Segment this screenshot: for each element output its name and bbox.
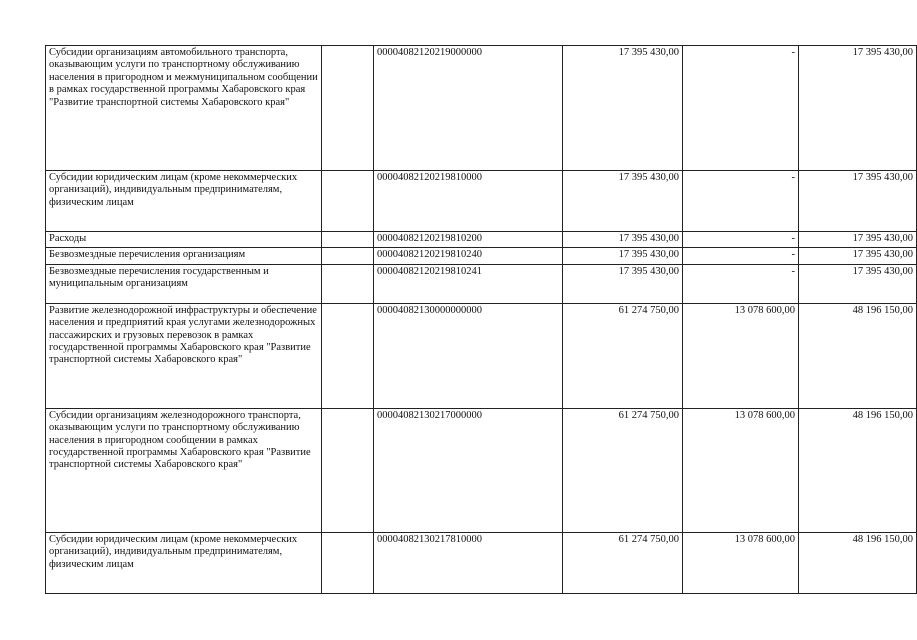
- row-assigned-amount: 17 395 430,00: [563, 232, 683, 248]
- row-assigned-amount: 17 395 430,00: [563, 46, 683, 171]
- row-executed-amount: 13 078 600,00: [683, 532, 799, 593]
- row-executed-amount: -: [683, 264, 799, 303]
- row-remaining-amount: 17 395 430,00: [799, 232, 917, 248]
- row-executed-amount: -: [683, 232, 799, 248]
- row-line-code: [322, 248, 374, 264]
- row-executed-amount: -: [683, 248, 799, 264]
- row-line-code: [322, 303, 374, 408]
- row-budget-code: 00004082120219810241: [374, 264, 563, 303]
- table-row: [46, 46, 917, 171]
- row-name: Расходы: [46, 232, 322, 248]
- row-executed-amount: -: [683, 46, 799, 171]
- row-name: Субсидии организациям железнодорожного транспорта, оказывающим услуги по транспортному обслуживанию населения в пригородном сообщении в рамках государственной программы Хабаровского края "Развитие транспортной системы Хабаровского края": [46, 408, 322, 532]
- row-remaining-amount: 17 395 430,00: [799, 248, 917, 264]
- row-budget-code: 00004082120219810200: [374, 232, 563, 248]
- row-executed-amount: -: [683, 171, 799, 232]
- row-budget-code: 00004082130000000000: [374, 303, 563, 408]
- row-line-code: [322, 532, 374, 593]
- table-row: [46, 248, 917, 264]
- row-line-code: [322, 232, 374, 248]
- budget-table: [45, 45, 917, 594]
- row-remaining-amount: 17 395 430,00: [799, 171, 917, 232]
- row-name: Безвозмездные перечисления организациям: [46, 248, 322, 264]
- row-assigned-amount: 61 274 750,00: [563, 408, 683, 532]
- row-assigned-amount: 61 274 750,00: [563, 303, 683, 408]
- row-line-code: [322, 171, 374, 232]
- row-remaining-amount: 48 196 150,00: [799, 303, 917, 408]
- row-remaining-amount: 17 395 430,00: [799, 264, 917, 303]
- row-assigned-amount: 17 395 430,00: [563, 264, 683, 303]
- row-remaining-amount: 17 395 430,00: [799, 46, 917, 171]
- table-row: [46, 408, 917, 532]
- row-assigned-amount: 61 274 750,00: [563, 532, 683, 593]
- row-executed-amount: 13 078 600,00: [683, 303, 799, 408]
- row-remaining-amount: 48 196 150,00: [799, 408, 917, 532]
- row-name: Развитие железнодорожной инфраструктуры и обеспечение населения и предприятий края услугами железнодорожных пассажирских и грузовых перевозок в рамках государственной программы Хабаровского края "Развитие транспортной системы Хабаровского края": [46, 303, 322, 408]
- table-row: [46, 232, 917, 248]
- row-budget-code: 00004082120219810240: [374, 248, 563, 264]
- row-assigned-amount: 17 395 430,00: [563, 248, 683, 264]
- row-budget-code: 00004082120219810000: [374, 171, 563, 232]
- row-line-code: [322, 264, 374, 303]
- table-row: [46, 532, 917, 593]
- row-budget-code: 00004082130217000000: [374, 408, 563, 532]
- row-assigned-amount: 17 395 430,00: [563, 171, 683, 232]
- row-line-code: [322, 408, 374, 532]
- budget-report-page: [45, 45, 913, 594]
- row-remaining-amount: 48 196 150,00: [799, 532, 917, 593]
- row-name: Субсидии организациям автомобильного транспорта, оказывающим услуги по транспортному обслуживанию населения в пригородном и межмуниципальном сообщении в рамках государственной программы Хабаровского края "Развитие транспортной системы Хабаровского края": [46, 46, 322, 171]
- row-executed-amount: 13 078 600,00: [683, 408, 799, 532]
- row-budget-code: 00004082120219000000: [374, 46, 563, 171]
- row-budget-code: 00004082130217810000: [374, 532, 563, 593]
- table-row: [46, 303, 917, 408]
- row-name: Безвозмездные перечисления государственным и муниципальным организациям: [46, 264, 322, 303]
- row-name: Субсидии юридическим лицам (кроме некоммерческих организаций), индивидуальным предпринимателям, физическим лицам: [46, 171, 322, 232]
- row-name: Субсидии юридическим лицам (кроме некоммерческих организаций), индивидуальным предпринимателям, физическим лицам: [46, 532, 322, 593]
- row-line-code: [322, 46, 374, 171]
- table-row: [46, 171, 917, 232]
- table-row: [46, 264, 917, 303]
